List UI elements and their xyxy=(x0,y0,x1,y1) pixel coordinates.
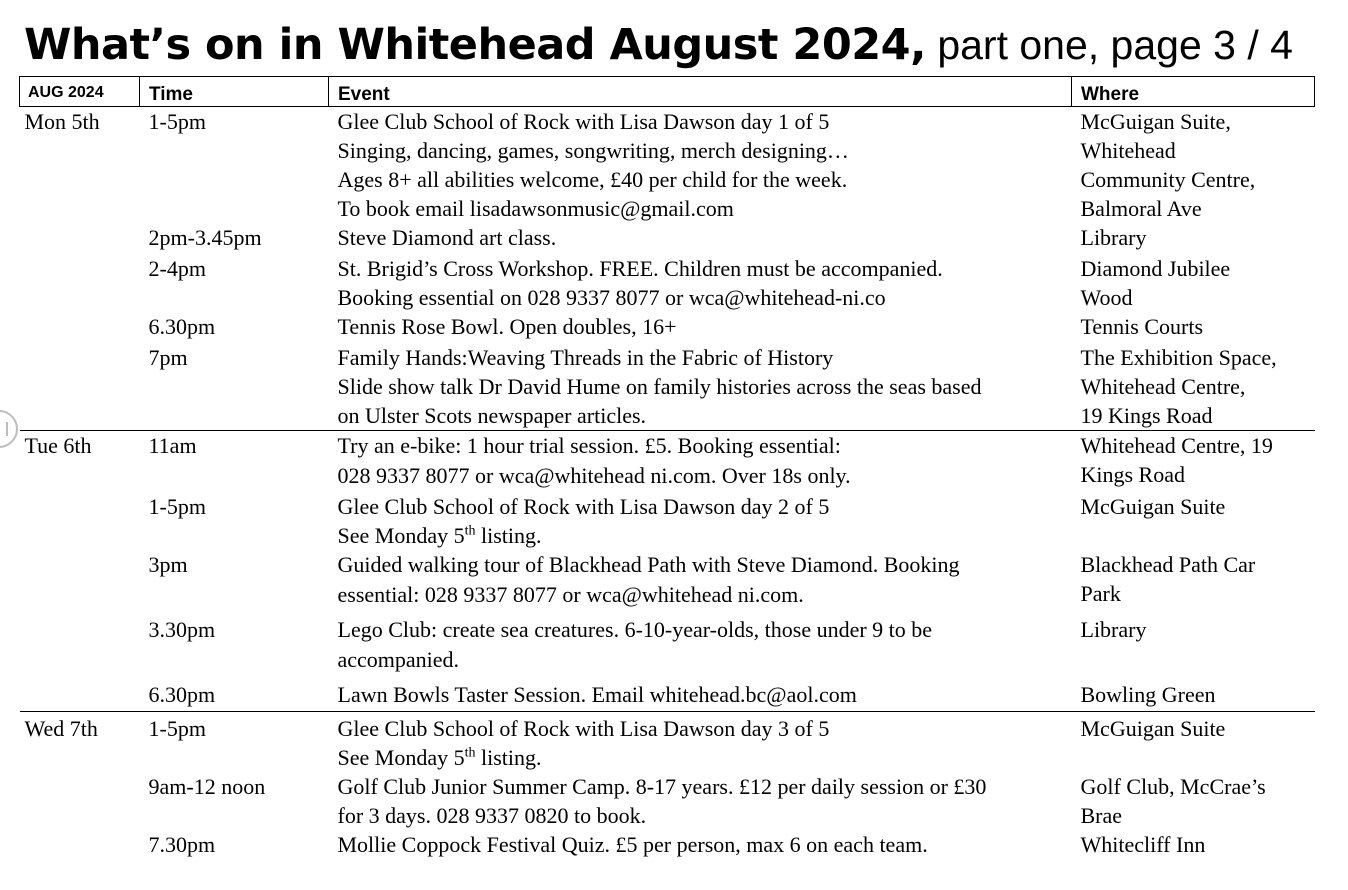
event-location: Golf Club, McCrae’s Brae xyxy=(1080,774,1266,828)
table-row xyxy=(20,341,1315,431)
table-row xyxy=(20,223,1315,252)
header-time: Time xyxy=(140,77,329,107)
table-row xyxy=(20,431,1315,493)
table-row xyxy=(20,712,1315,773)
event-description: Family Hands:Weaving Threads in the Fabric of History Slide show talk Dr David Hume on family histories across the seas based on Ulster Scots newspaper articles. xyxy=(329,341,1072,431)
table-row xyxy=(20,772,1315,830)
page-title-subtitle: part one, page 3 / 4 xyxy=(925,22,1293,68)
event-description: Try an e-bike: 1 hour trial session. £5. Booking essential: 028 9337 8077 or wca@whitehead ni.com. Over 18s only. xyxy=(337,433,851,488)
table-row xyxy=(20,611,1315,676)
table-row xyxy=(20,312,1315,341)
event-location: Whitehead Centre, 19 Kings Road xyxy=(1080,433,1273,487)
event-description: Lego Club: create sea creatures. 6-10-year-olds, those under 9 to be accompanied. xyxy=(337,617,933,672)
event-location: McGuigan Suite xyxy=(1080,716,1226,741)
event-location: Diamond Jubilee Wood xyxy=(1080,256,1231,310)
event-time: 11am xyxy=(148,433,197,458)
day-label: Wed 7th xyxy=(24,716,98,741)
page-title-main: What’s on in Whitehead August 2024, xyxy=(24,20,926,70)
event-time: 7pm xyxy=(140,341,329,431)
event-description: St. Brigid’s Cross Workshop. FREE. Children must be accompanied. Booking essential on 028 9337 8077 or wca@whitehead-ni.co xyxy=(337,256,943,310)
event-description: Lawn Bowls Taster Session. Email whitehead.bc@aol.com xyxy=(329,676,1072,712)
event-time: 9am-12 noon xyxy=(148,774,266,799)
table-row xyxy=(20,107,1315,224)
day-label: Mon 5th xyxy=(24,109,100,134)
table-row xyxy=(20,492,1315,550)
event-description: Glee Club School of Rock with Lisa Dawson day 2 of 5 See Monday 5th listing. xyxy=(337,494,830,548)
event-time: 1-5pm xyxy=(148,494,206,519)
event-location: McGuigan Suite xyxy=(1080,494,1226,519)
table-header-row xyxy=(20,77,1315,107)
event-description: Steve Diamond art class. xyxy=(337,225,557,250)
event-description: Mollie Coppock Festival Quiz. £5 per person, max 6 on each team. xyxy=(337,832,928,857)
event-description: Golf Club Junior Summer Camp. 8-17 years. £12 per daily session or £30 for 3 days. 028 9337 0820 to book. xyxy=(337,774,987,828)
event-time: 6.30pm xyxy=(148,314,216,339)
event-time: 1-5pm xyxy=(148,109,206,134)
event-location: Whitecliff Inn xyxy=(1080,832,1206,857)
event-location: Library xyxy=(1080,617,1147,642)
event-location: Bowling Green xyxy=(1072,676,1315,712)
event-location: Library xyxy=(1080,225,1147,250)
event-time: 1-5pm xyxy=(148,716,206,741)
event-description: Guided walking tour of Blackhead Path with Steve Diamond. Booking essential: 028 9337 8077 or wca@whitehead ni.com. xyxy=(337,552,960,607)
event-description: Tennis Rose Bowl. Open doubles, 16+ xyxy=(337,314,677,339)
event-time: 6.30pm xyxy=(140,676,329,712)
day-label: Tue 6th xyxy=(24,433,92,458)
page-title xyxy=(24,18,1293,82)
header-date: AUG 2024 xyxy=(20,77,140,107)
event-description: Glee Club School of Rock with Lisa Dawson day 1 of 5 Singing, dancing, games, songwriting, merch designing… Ages 8+ all abilities welcome, £40 per child for the week. To book email lisadawsonmusic@gmail.com xyxy=(337,109,849,221)
event-location: Tennis Courts xyxy=(1080,314,1204,339)
table-row xyxy=(20,550,1315,611)
table-row xyxy=(20,676,1315,712)
event-time: 2pm-3.45pm xyxy=(148,225,262,250)
table-row xyxy=(20,252,1315,312)
events-table xyxy=(19,76,1315,859)
header-where: Where xyxy=(1072,77,1315,107)
event-time: 7.30pm xyxy=(148,832,216,857)
event-location: The Exhibition Space, Whitehead Centre, 19 Kings Road xyxy=(1072,341,1315,431)
header-event: Event xyxy=(329,77,1072,107)
event-location: Blackhead Path Car Park xyxy=(1080,552,1256,606)
event-description: Glee Club School of Rock with Lisa Dawson day 3 of 5 See Monday 5th listing. xyxy=(337,716,830,770)
event-location: McGuigan Suite, Whitehead Community Centre, Balmoral Ave xyxy=(1080,109,1256,221)
table-row xyxy=(20,830,1315,859)
event-time: 3pm xyxy=(148,552,188,577)
event-time: 3.30pm xyxy=(148,617,216,642)
page-scroll-handle[interactable] xyxy=(0,410,18,448)
event-time: 2-4pm xyxy=(148,256,206,281)
